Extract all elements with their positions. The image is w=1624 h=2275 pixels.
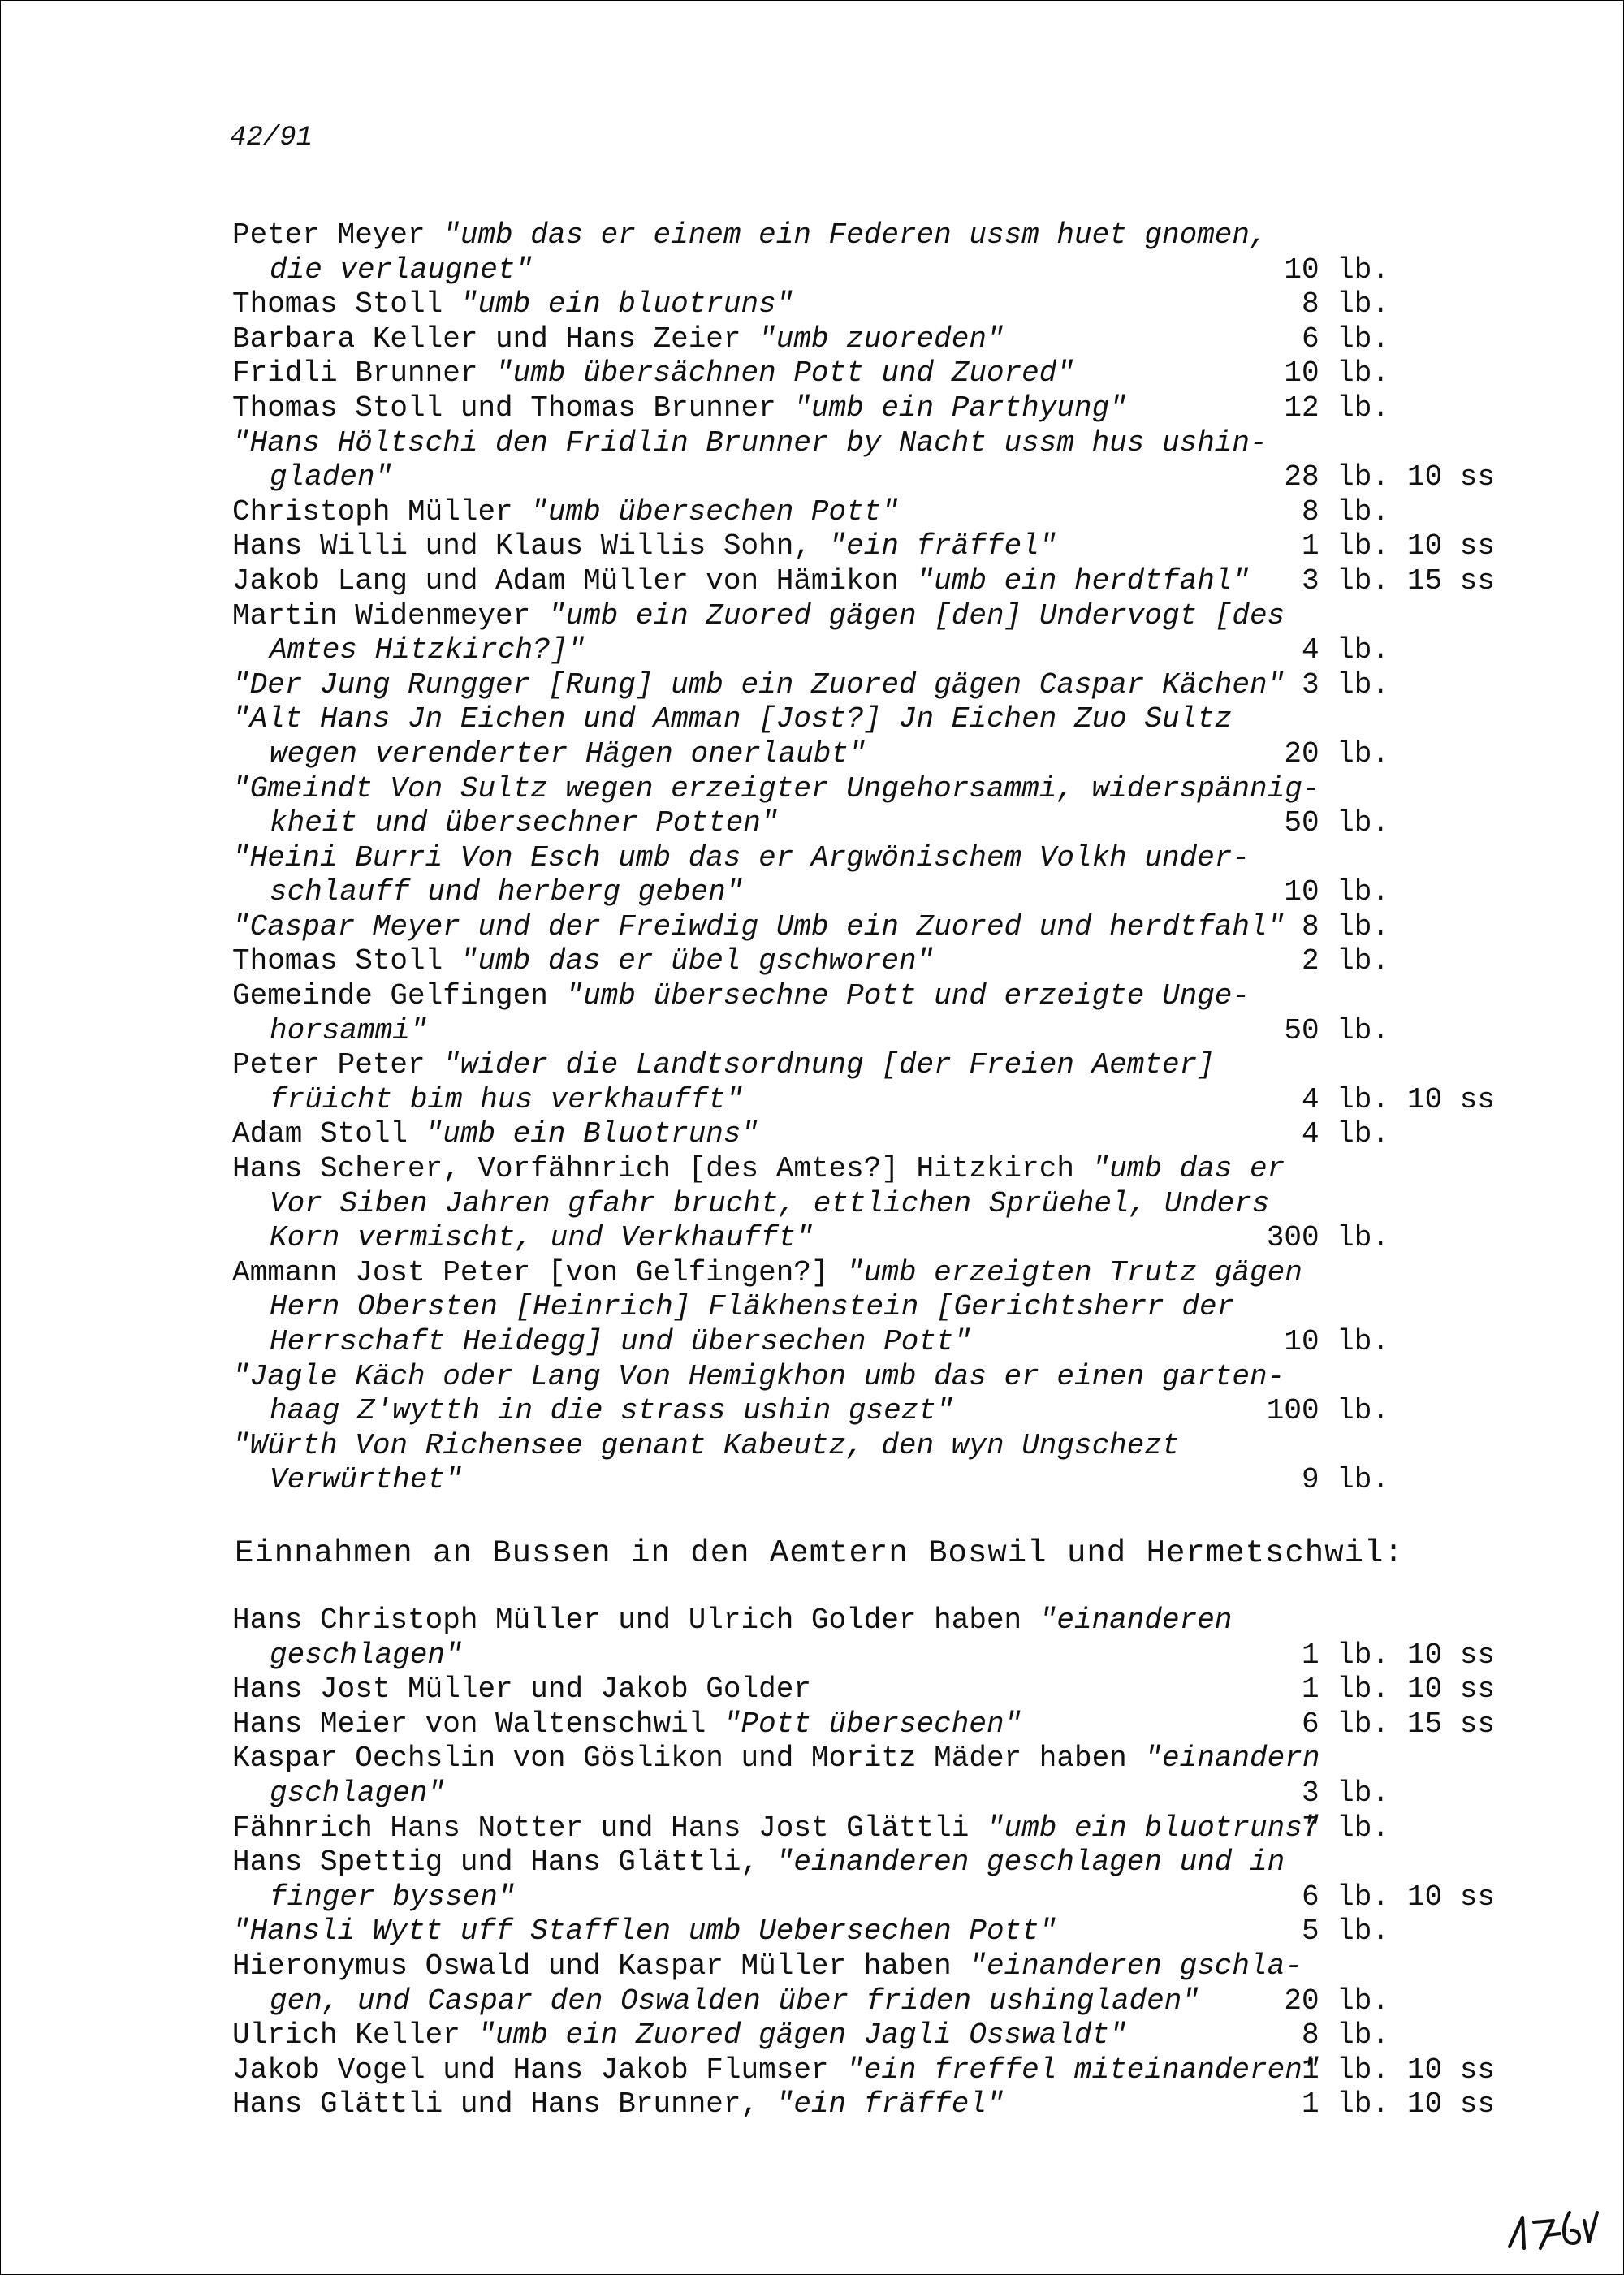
fine-description [232,1359,1285,1429]
description-line [232,1673,1239,1707]
fine-amount [1239,287,1515,322]
description-line [232,944,1239,979]
amount-shillings: 10 ss [1407,1880,1496,1914]
fine-description [232,771,1320,841]
fine-amount [1239,1638,1515,1673]
fine-amount [1239,2087,1515,2122]
fine-entry [232,529,1515,564]
amount-shillings: 10 ss [1407,460,1496,494]
person-names: Hans Willi und Klaus Willis Sohn, [232,529,829,563]
description-line [232,979,1250,1014]
person-names: Adam Stoll [232,1117,425,1151]
quoted-reason: Herrschaft Heidegg] und übersechen Pott" [270,1325,972,1358]
description-line [232,322,1239,357]
quoted-reason: Korn vermischt, und Verkhaufft" [270,1221,814,1255]
fine-amount [1239,910,1515,945]
fine-amount [1239,668,1515,703]
fine-amount [1239,1776,1515,1811]
quoted-reason: "Pott übersechen" [723,1707,1022,1741]
quoted-reason: "Würth Von Richensee genant Kabeutz, den wyn Ungschezt [232,1428,1180,1462]
quoted-reason: "umb übersächnen Pott und Zuored" [495,356,1074,391]
fine-description [232,495,1239,530]
description-line [232,1117,1239,1152]
fine-entry [232,564,1515,599]
amount-pounds: 300 lb. [1266,1221,1389,1255]
fine-entry [232,1811,1515,1846]
fine-amount [1239,1117,1515,1152]
fine-description [232,1707,1239,1742]
fine-entry [232,1845,1515,1915]
person-names: Gemeinde Gelfingen [232,979,566,1013]
quoted-reason: schlauff und herberg geben" [270,875,744,909]
quoted-reason: "einanderen geschlagen und in [775,1845,1285,1880]
description-continuation-line [232,253,1239,288]
person-names: Hans Spettig und Hans Glättli, [232,1845,776,1880]
fines-list-boswil-hermetschwil [232,1604,1515,2122]
quoted-reason: die verlaugnet" [270,253,533,287]
fine-entry [232,322,1515,357]
fine-entry [232,1673,1515,1707]
fine-entry [232,1256,1515,1360]
description-line [232,1152,1285,1187]
fine-amount [1239,1811,1515,1846]
fine-description [232,218,1268,287]
amount-pounds: 10 lb. [1284,356,1389,391]
description-line [232,1429,1239,1464]
quoted-reason: "ein fräffel" [775,2087,1004,2122]
amount-pounds: 10 lb. [1284,1325,1389,1358]
description-line [232,356,1239,391]
description-line [232,2018,1239,2053]
fine-entry [232,1048,1515,1117]
person-names: Thomas Stoll [232,944,460,978]
amount-pounds: 6 lb. [1301,1880,1389,1914]
fine-entry [232,356,1515,391]
fine-description [232,598,1285,668]
fines-list-hitzkirch [232,218,1515,1498]
description-line [232,1915,1239,1949]
fine-entry [232,599,1515,668]
person-names: Kaspar Oechslin von Göslikon und Moritz Mäder haben [232,1742,1145,1776]
fine-entry [232,426,1515,495]
quoted-reason: "ein fräffel" [828,529,1057,563]
person-names: Hans Jost Müller und Jakob Golder [232,1673,811,1707]
description-line [232,667,1285,703]
amount-pounds: 4 lb. [1301,1117,1389,1151]
quoted-reason: "umb das er übel gschworen" [460,944,935,978]
amount-pounds: 28 lb. [1284,460,1389,494]
person-names: Fridli Brunner [232,356,496,391]
fine-amount [1239,737,1515,772]
description-continuation-line [232,1186,1270,1222]
quoted-reason: "einanderen gschla- [969,1949,1302,1983]
description-line [232,1949,1302,1984]
person-names: Thomas Stoll und Thomas Brunner [232,391,794,425]
fine-description [232,2018,1239,2053]
fine-description [232,979,1250,1048]
description-continuation-line [232,1638,1239,1673]
fine-amount [1239,1463,1515,1498]
fine-entry [232,391,1515,426]
fine-entry [232,841,1515,910]
fine-entry [232,2053,1515,2088]
amount-pounds: 2 lb. [1301,944,1389,978]
quoted-reason: wegen verenderter Hägen onerlaubt" [270,736,866,771]
amount-pounds: 9 lb. [1301,1463,1389,1497]
description-line [232,702,1239,737]
fine-description [232,529,1239,564]
description-continuation-line [232,875,1239,910]
fine-entry [232,1152,1515,1256]
fine-entry [232,287,1515,322]
amount-pounds: 12 lb. [1284,391,1389,425]
fine-amount [1239,253,1515,288]
description-continuation-line [232,1776,1239,1811]
amount-shillings: 10 ss [1407,1673,1496,1707]
quoted-reason: "umb ein Bluotruns" [425,1117,759,1151]
amount-pounds: 3 lb. [1301,667,1389,701]
quoted-reason: Vor Siben Jahren gfahr brucht, ettlichen Sprüehel, Unders [270,1186,1270,1220]
fine-description [232,944,1239,979]
fine-amount [1239,1014,1515,1049]
person-names: Ulrich Keller [232,2018,478,2053]
description-line [232,218,1268,253]
fine-description [232,1255,1302,1360]
quoted-reason: "umb das er [1091,1152,1285,1186]
description-line [232,1811,1320,1846]
fine-entry [232,218,1515,287]
fine-description [232,1429,1239,1498]
description-line [232,771,1320,807]
fine-description [232,2053,1320,2088]
description-line [232,2053,1320,2088]
description-continuation-line [232,1221,1239,1256]
description-line [232,563,1250,599]
quoted-reason: "einandern [1144,1742,1320,1776]
fine-description [232,563,1250,599]
quoted-reason: horsammi" [270,1013,428,1047]
fine-entry [232,772,1515,841]
person-names: Thomas Stoll [232,287,460,322]
amount-shillings: 15 ss [1407,1707,1496,1741]
fine-description [232,1915,1239,1949]
description-continuation-line [232,633,1239,668]
quoted-reason: "ein freffel miteinanderen" [846,2053,1320,2087]
fine-description [232,356,1239,391]
fine-description [232,1604,1239,1673]
description-continuation-line [232,1394,1239,1429]
description-line [232,391,1239,426]
description-line [232,495,1239,530]
amount-pounds: 1 lb. [1301,529,1389,563]
amount-pounds: 100 lb. [1266,1394,1389,1428]
fine-description [232,1845,1285,1915]
fine-description [232,702,1239,771]
amount-pounds: 8 lb. [1301,287,1389,322]
folio-signature [1505,2201,1600,2253]
fine-description [232,1117,1239,1152]
fine-entry [232,1707,1515,1742]
amount-pounds: 1 lb. [1301,2053,1389,2087]
quoted-reason: "umb ein Parthyung" [793,391,1127,425]
fine-amount [1239,1880,1515,1915]
amount-pounds: 20 lb. [1284,1984,1389,2018]
quoted-reason: "Hansli Wytt uff Stafflen umb Uebersechen Pott" [232,1915,1057,1949]
amount-pounds: 4 lb. [1301,633,1389,667]
fine-description [232,1811,1320,1846]
quoted-reason: "umb ein bluotruns" [460,287,794,322]
quoted-reason: früicht bim hus verkhaufft" [270,1082,744,1116]
amount-shillings: 10 ss [1407,2087,1496,2122]
amount-shillings: 10 ss [1407,1082,1496,1116]
quoted-reason: Verwürthet" [270,1463,463,1497]
person-names: Fähnrich Hans Notter und Hans Jost Glättli [232,1811,987,1845]
person-names: Peter Meyer [232,218,443,252]
fine-amount [1239,1394,1515,1429]
fine-description [232,322,1239,357]
quoted-reason: "umb ein herdtfahl" [916,563,1250,598]
description-line [232,287,1239,322]
amount-shillings: 10 ss [1407,529,1496,563]
description-line [232,425,1268,461]
amount-pounds: 1 lb. [1301,2087,1389,2122]
person-names: Christoph Müller [232,494,531,529]
fine-amount [1239,1083,1515,1118]
fine-description [232,1048,1239,1117]
fine-amount [1239,495,1515,530]
amount-pounds: 50 lb. [1284,1013,1389,1047]
fine-amount [1239,1915,1515,1949]
fine-entry [232,495,1515,530]
quoted-reason: "Der Jung Rungger [Rung] umb ein Zuored gägen Caspar Kächen" [232,667,1285,701]
section-heading: Einnahmen an Bussen in den Aemtern Boswil und Hermetschwil: [235,1535,1404,1571]
description-line [232,1707,1239,1742]
quoted-reason: "Gmeindt Von Sultz wegen erzeigter Ungehorsammi, widerspännig- [232,771,1320,805]
description-line [232,529,1239,564]
fine-description [232,667,1285,703]
quoted-reason: haag Z'wytth in die strass ushin gsezt" [270,1394,954,1428]
amount-pounds: 8 lb. [1301,2018,1389,2053]
amount-shillings: 10 ss [1407,2053,1496,2087]
fine-entry [232,1949,1515,2018]
amount-pounds: 10 lb. [1284,253,1389,287]
quoted-reason: "Hans Höltschi den Fridlin Brunner by Nacht ussm hus ushin- [232,425,1268,460]
fine-amount [1239,1707,1515,1742]
fine-description [232,391,1239,426]
fine-entry [232,1604,1515,1673]
quoted-reason: "wider die Landtsordnung [der Freien Aemter] [443,1048,1215,1082]
quoted-reason: "Jagle Käch oder Lang Von Hemigkhon umb das er einen garten- [232,1359,1285,1393]
description-continuation-line [232,1984,1239,2019]
amount-pounds: 8 lb. [1301,494,1389,529]
fine-description [232,909,1285,945]
amount-pounds: 5 lb. [1301,1915,1389,1949]
fine-amount [1239,633,1515,668]
fine-entry [232,1360,1515,1429]
quoted-reason: Amtes Hitzkirch?]" [270,633,585,667]
description-line [232,909,1285,945]
fine-amount [1239,391,1515,426]
quoted-reason: Hern Obersten [Heinrich] Fläkhenstein [Gerichtsherr der [270,1290,1235,1324]
description-continuation-line [232,1463,1239,1498]
description-continuation-line [232,460,1239,495]
quoted-reason: gladen" [270,460,393,494]
person-names: Jakob Lang und Adam Müller von Hämikon [232,563,917,598]
fine-amount [1239,356,1515,391]
amount-pounds: 3 lb. [1301,563,1389,598]
amount-pounds: 50 lb. [1284,806,1389,840]
description-line [232,1359,1285,1395]
description-line [232,1742,1320,1776]
fine-amount [1239,322,1515,357]
person-names: Jakob Vogel und Hans Jakob Flumser [232,2053,847,2087]
person-names: Martin Widenmeyer [232,598,548,632]
quoted-reason: geschlagen" [270,1638,463,1672]
fine-entry [232,1915,1515,1949]
description-continuation-line [232,806,1239,841]
description-line [232,1604,1239,1638]
quoted-reason: "umb ein Zuored gägen Jagli Osswaldt" [477,2018,1127,2053]
quoted-reason: "umb übersechne Pott und erzeigte Unge- [565,979,1250,1013]
person-names: Hieronymus Oswald und Kaspar Müller haben [232,1949,970,1983]
fine-amount [1239,1984,1515,2019]
amount-shillings: 10 ss [1407,1638,1496,1672]
description-continuation-line [232,737,1239,772]
description-continuation-line [232,1014,1239,1049]
fine-description [232,1673,1239,1707]
quoted-reason: "Caspar Meyer und der Freiwdig Umb ein Zuored und herdtfahl" [232,909,1285,943]
quoted-reason: gen, und Caspar den Oswalden über friden ushingladen" [270,1984,1199,2018]
description-line [232,598,1285,634]
amount-pounds: 1 lb. [1301,1673,1389,1707]
fine-entry [232,1742,1515,1811]
fine-entry [232,668,1515,703]
person-names: Peter Peter [232,1048,443,1082]
fine-description [232,1152,1285,1256]
description-continuation-line [232,1325,1239,1360]
fine-amount [1239,1673,1515,1707]
quoted-reason: "umb ein bluotruns" [986,1811,1320,1845]
amount-pounds: 6 lb. [1301,322,1389,356]
fine-amount [1239,460,1515,495]
fine-amount [1239,564,1515,599]
description-continuation-line [232,1083,1239,1118]
fine-description [232,425,1268,495]
person-names: Hans Scherer, Vorfähnrich [des Amtes?] Hitzkirch [232,1152,1092,1186]
fine-amount [1239,2018,1515,2053]
amount-pounds: 8 lb. [1301,909,1389,943]
amount-pounds: 20 lb. [1284,736,1389,771]
amount-pounds: 10 lb. [1284,875,1389,909]
fine-entry [232,2087,1515,2122]
description-continuation-line [232,1290,1239,1325]
amount-shillings: 15 ss [1407,563,1496,598]
fine-amount [1239,806,1515,841]
fine-description [232,287,1239,322]
quoted-reason: "einanderen [1039,1604,1233,1637]
person-names: Hans Christoph Müller und Ulrich Golder haben [232,1604,1039,1637]
fine-description [232,2087,1239,2122]
description-line [232,2087,1239,2122]
fine-amount [1239,944,1515,979]
person-names: Barbara Keller und Hans Zeier [232,322,759,356]
quoted-reason: "Heini Burri Von Esch umb das er Argwönischem Volkh under- [232,840,1250,874]
amount-pounds: 4 lb. [1301,1082,1389,1116]
fine-amount [1239,2053,1515,2088]
fine-entry [232,2018,1515,2053]
fine-entry [232,944,1515,979]
amount-pounds: 3 lb. [1301,1776,1389,1810]
quoted-reason: "umb ein Zuored gägen [den] Undervogt [des [547,598,1285,632]
amount-pounds: 6 lb. [1301,1707,1389,1741]
person-names: Hans Meier von Waltenschwil [232,1707,723,1741]
person-names: Ammann Jost Peter [von Gelfingen?] [232,1255,847,1289]
page-number: 42/91 [230,123,313,153]
quoted-reason: "Alt Hans Jn Eichen und Amman [Jost?] Jn Eichen Zuo Sultz [232,702,1233,736]
quoted-reason: "umb übersechen Pott" [530,494,899,529]
fine-amount [1239,1325,1515,1360]
quoted-reason: kheit und übersechner Potten" [270,806,779,840]
fine-amount [1239,529,1515,564]
fine-amount [1239,875,1515,910]
fine-description [232,1742,1320,1811]
fine-amount [1239,1221,1515,1256]
amount-pounds: 7 lb. [1301,1811,1389,1845]
fine-entry [232,910,1515,945]
quoted-reason: "umb das er einem ein Federen ussm huet gnomen, [443,218,1268,252]
quoted-reason: gschlagen" [270,1776,446,1810]
fine-description [232,1949,1302,2018]
fine-entry [232,702,1515,771]
quoted-reason: "umb erzeigten Trutz gägen [846,1255,1302,1289]
description-line [232,1845,1285,1880]
description-line [232,1048,1239,1083]
quoted-reason: finger byssen" [270,1880,516,1914]
person-names: Hans Glättli und Hans Brunner, [232,2087,776,2122]
amount-pounds: 1 lb. [1301,1638,1389,1672]
fine-entry [232,979,1515,1048]
quoted-reason: "umb zuoreden" [758,322,1004,356]
fine-description [232,840,1250,910]
description-line [232,840,1250,876]
fine-entry [232,1117,1515,1152]
description-continuation-line [232,1880,1239,1915]
fine-entry [232,1429,1515,1498]
description-line [232,1255,1302,1291]
